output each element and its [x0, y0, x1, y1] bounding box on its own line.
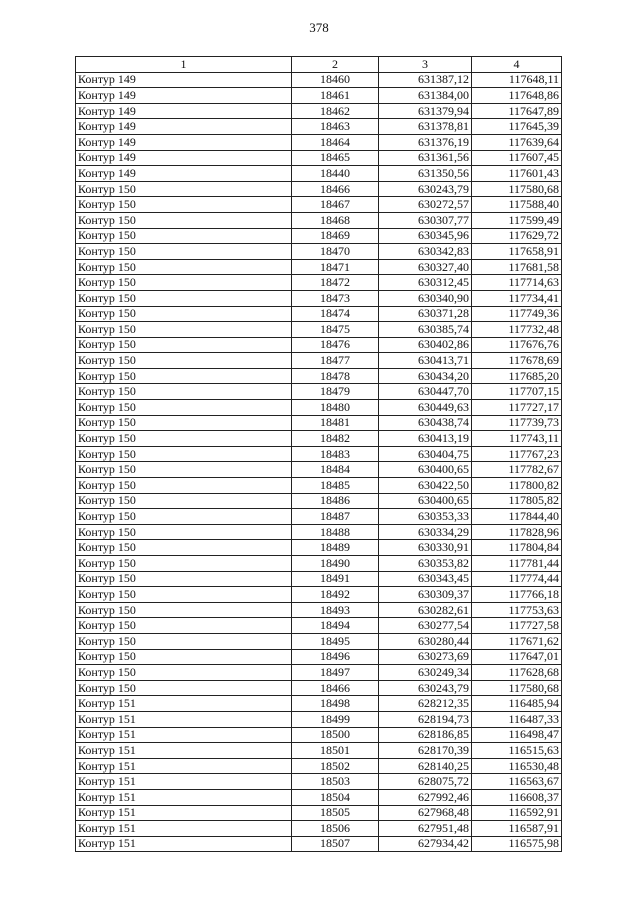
table-row [76, 680, 562, 696]
x-coordinate-cell: 628170,39 [379, 743, 472, 759]
y-coordinate-cell: 117781,44 [472, 556, 562, 572]
x-coordinate-cell: 627968,48 [379, 805, 472, 821]
contour-name-cell: Контур 150 [76, 259, 292, 275]
point-number-cell: 18472 [292, 275, 379, 291]
contour-name-cell: Контур 150 [76, 400, 292, 416]
contour-name-cell: Контур 149 [76, 72, 292, 88]
x-coordinate-cell: 630272,57 [379, 197, 472, 213]
point-number-cell: 18440 [292, 166, 379, 182]
x-coordinate-cell: 631376,19 [379, 134, 472, 150]
page-number: 378 [309, 20, 329, 35]
table-row [76, 150, 562, 166]
y-coordinate-cell: 117714,63 [472, 275, 562, 291]
y-coordinate-cell: 117681,58 [472, 259, 562, 275]
point-number-cell: 18485 [292, 478, 379, 494]
y-coordinate-cell: 116498,47 [472, 727, 562, 743]
contour-name-cell: Контур 151 [76, 758, 292, 774]
contour-name-cell: Контур 150 [76, 571, 292, 587]
y-coordinate-cell: 117685,20 [472, 368, 562, 384]
x-coordinate-cell: 630449,63 [379, 400, 472, 416]
x-coordinate-cell: 630273,69 [379, 649, 472, 665]
table-header [76, 57, 562, 73]
contour-name-cell: Контур 151 [76, 696, 292, 712]
point-number-cell: 18492 [292, 587, 379, 603]
table-row [76, 789, 562, 805]
table-row [76, 72, 562, 88]
table-row [76, 649, 562, 665]
contour-name-cell: Контур 150 [76, 633, 292, 649]
y-coordinate-cell: 116563,67 [472, 774, 562, 790]
contour-name-cell: Контур 150 [76, 493, 292, 509]
column-header-4: 4 [472, 57, 562, 73]
contour-name-cell: Контур 150 [76, 587, 292, 603]
y-coordinate-cell: 117782,67 [472, 462, 562, 478]
table-row [76, 727, 562, 743]
table-row [76, 259, 562, 275]
y-coordinate-cell: 116487,33 [472, 711, 562, 727]
y-coordinate-cell: 117734,41 [472, 290, 562, 306]
table-row [76, 446, 562, 462]
column-header-3: 3 [379, 57, 472, 73]
y-coordinate-cell: 117648,11 [472, 72, 562, 88]
x-coordinate-cell: 630334,29 [379, 524, 472, 540]
table-row [76, 384, 562, 400]
table-row [76, 571, 562, 587]
table-row [76, 556, 562, 572]
x-coordinate-cell: 628140,25 [379, 758, 472, 774]
point-number-cell: 18466 [292, 680, 379, 696]
x-coordinate-cell: 630327,40 [379, 259, 472, 275]
point-number-cell: 18506 [292, 821, 379, 837]
contour-name-cell: Контур 149 [76, 166, 292, 182]
contour-name-cell: Контур 151 [76, 836, 292, 852]
y-coordinate-cell: 117601,43 [472, 166, 562, 182]
x-coordinate-cell: 630309,37 [379, 587, 472, 603]
point-number-cell: 18500 [292, 727, 379, 743]
x-coordinate-cell: 630413,71 [379, 353, 472, 369]
y-coordinate-cell: 117648,86 [472, 88, 562, 104]
x-coordinate-cell: 630280,44 [379, 633, 472, 649]
y-coordinate-cell: 117732,48 [472, 322, 562, 338]
contour-name-cell: Контур 150 [76, 275, 292, 291]
coordinates-table [75, 56, 562, 852]
x-coordinate-cell: 630343,45 [379, 571, 472, 587]
table-row [76, 244, 562, 260]
y-coordinate-cell: 117800,82 [472, 478, 562, 494]
point-number-cell: 18487 [292, 509, 379, 525]
contour-name-cell: Контур 150 [76, 618, 292, 634]
y-coordinate-cell: 117844,40 [472, 509, 562, 525]
point-number-cell: 18471 [292, 259, 379, 275]
contour-name-cell: Контур 150 [76, 415, 292, 431]
point-number-cell: 18476 [292, 337, 379, 353]
x-coordinate-cell: 630345,96 [379, 228, 472, 244]
table-row [76, 228, 562, 244]
y-coordinate-cell: 117804,84 [472, 540, 562, 556]
table-row [76, 509, 562, 525]
x-coordinate-cell: 630413,19 [379, 431, 472, 447]
y-coordinate-cell: 117678,69 [472, 353, 562, 369]
y-coordinate-cell: 117580,68 [472, 680, 562, 696]
x-coordinate-cell: 630353,82 [379, 556, 472, 572]
point-number-cell: 18462 [292, 103, 379, 119]
x-coordinate-cell: 627951,48 [379, 821, 472, 837]
y-coordinate-cell: 117828,96 [472, 524, 562, 540]
point-number-cell: 18461 [292, 88, 379, 104]
x-coordinate-cell: 630402,86 [379, 337, 472, 353]
y-coordinate-cell: 117707,15 [472, 384, 562, 400]
y-coordinate-cell: 117607,45 [472, 150, 562, 166]
contour-name-cell: Контур 149 [76, 103, 292, 119]
point-number-cell: 18470 [292, 244, 379, 260]
x-coordinate-cell: 630342,83 [379, 244, 472, 260]
point-number-cell: 18491 [292, 571, 379, 587]
contour-name-cell: Контур 150 [76, 290, 292, 306]
contour-name-cell: Контур 150 [76, 478, 292, 494]
point-number-cell: 18482 [292, 431, 379, 447]
table-row [76, 103, 562, 119]
contour-name-cell: Контур 150 [76, 322, 292, 338]
table-row [76, 836, 562, 852]
table-row [76, 478, 562, 494]
y-coordinate-cell: 117647,01 [472, 649, 562, 665]
y-coordinate-cell: 116608,37 [472, 789, 562, 805]
table-row [76, 633, 562, 649]
table-row [76, 618, 562, 634]
contour-name-cell: Контур 149 [76, 134, 292, 150]
table-row [76, 88, 562, 104]
x-coordinate-cell: 630353,33 [379, 509, 472, 525]
point-number-cell: 18468 [292, 212, 379, 228]
table-row [76, 540, 562, 556]
table-row [76, 322, 562, 338]
point-number-cell: 18494 [292, 618, 379, 634]
table-row [76, 774, 562, 790]
contour-name-cell: Контур 149 [76, 119, 292, 135]
x-coordinate-cell: 627934,42 [379, 836, 472, 852]
contour-name-cell: Контур 150 [76, 384, 292, 400]
x-coordinate-cell: 630422,50 [379, 478, 472, 494]
contour-name-cell: Контур 150 [76, 228, 292, 244]
x-coordinate-cell: 630277,54 [379, 618, 472, 634]
point-number-cell: 18501 [292, 743, 379, 759]
y-coordinate-cell: 117753,63 [472, 602, 562, 618]
y-coordinate-cell: 117767,23 [472, 446, 562, 462]
column-header-1: 1 [76, 57, 292, 73]
y-coordinate-cell: 117774,44 [472, 571, 562, 587]
table-row [76, 493, 562, 509]
point-number-cell: 18479 [292, 384, 379, 400]
table-row [76, 821, 562, 837]
table-row [76, 275, 562, 291]
x-coordinate-cell: 630400,65 [379, 493, 472, 509]
table-row [76, 665, 562, 681]
contour-name-cell: Контур 150 [76, 462, 292, 478]
contour-name-cell: Контур 150 [76, 353, 292, 369]
contour-name-cell: Контур 150 [76, 431, 292, 447]
point-number-cell: 18498 [292, 696, 379, 712]
point-number-cell: 18465 [292, 150, 379, 166]
point-number-cell: 18475 [292, 322, 379, 338]
x-coordinate-cell: 630330,91 [379, 540, 472, 556]
contour-name-cell: Контур 151 [76, 774, 292, 790]
point-number-cell: 18489 [292, 540, 379, 556]
point-number-cell: 18483 [292, 446, 379, 462]
contour-name-cell: Контур 150 [76, 540, 292, 556]
point-number-cell: 18490 [292, 556, 379, 572]
table-row [76, 353, 562, 369]
y-coordinate-cell: 117676,76 [472, 337, 562, 353]
y-coordinate-cell: 117629,72 [472, 228, 562, 244]
contour-name-cell: Контур 150 [76, 602, 292, 618]
y-coordinate-cell: 117647,89 [472, 103, 562, 119]
x-coordinate-cell: 631387,12 [379, 72, 472, 88]
y-coordinate-cell: 117766,18 [472, 587, 562, 603]
point-number-cell: 18464 [292, 134, 379, 150]
point-number-cell: 18473 [292, 290, 379, 306]
contour-name-cell: Контур 149 [76, 150, 292, 166]
contour-name-cell: Контур 150 [76, 524, 292, 540]
y-coordinate-cell: 117599,49 [472, 212, 562, 228]
x-coordinate-cell: 630340,90 [379, 290, 472, 306]
y-coordinate-cell: 117645,39 [472, 119, 562, 135]
table-row [76, 415, 562, 431]
x-coordinate-cell: 630385,74 [379, 322, 472, 338]
table-row [76, 197, 562, 213]
point-number-cell: 18504 [292, 789, 379, 805]
point-number-cell: 18466 [292, 181, 379, 197]
table-row [76, 431, 562, 447]
y-coordinate-cell: 117658,91 [472, 244, 562, 260]
x-coordinate-cell: 628075,72 [379, 774, 472, 790]
point-number-cell: 18460 [292, 72, 379, 88]
contour-name-cell: Контур 150 [76, 368, 292, 384]
x-coordinate-cell: 630447,70 [379, 384, 472, 400]
contour-name-cell: Контур 151 [76, 805, 292, 821]
x-coordinate-cell: 631379,94 [379, 103, 472, 119]
y-coordinate-cell: 116592,91 [472, 805, 562, 821]
contour-name-cell: Контур 151 [76, 743, 292, 759]
contour-name-cell: Контур 150 [76, 197, 292, 213]
x-coordinate-cell: 630243,79 [379, 181, 472, 197]
point-number-cell: 18495 [292, 633, 379, 649]
y-coordinate-cell: 117628,68 [472, 665, 562, 681]
point-number-cell: 18497 [292, 665, 379, 681]
y-coordinate-cell: 116485,94 [472, 696, 562, 712]
contour-name-cell: Контур 151 [76, 711, 292, 727]
y-coordinate-cell: 117805,82 [472, 493, 562, 509]
x-coordinate-cell: 630434,20 [379, 368, 472, 384]
contour-name-cell: Контур 150 [76, 244, 292, 260]
x-coordinate-cell: 631378,81 [379, 119, 472, 135]
contour-name-cell: Контур 150 [76, 306, 292, 322]
y-coordinate-cell: 117727,17 [472, 400, 562, 416]
point-number-cell: 18481 [292, 415, 379, 431]
point-number-cell: 18463 [292, 119, 379, 135]
y-coordinate-cell: 117739,73 [472, 415, 562, 431]
x-coordinate-cell: 631361,56 [379, 150, 472, 166]
column-header-2: 2 [292, 57, 379, 73]
point-number-cell: 18478 [292, 368, 379, 384]
point-number-cell: 18488 [292, 524, 379, 540]
point-number-cell: 18496 [292, 649, 379, 665]
table-row [76, 119, 562, 135]
contour-name-cell: Контур 150 [76, 680, 292, 696]
x-coordinate-cell: 630312,45 [379, 275, 472, 291]
contour-name-cell: Контур 149 [76, 88, 292, 104]
point-number-cell: 18505 [292, 805, 379, 821]
point-number-cell: 18493 [292, 602, 379, 618]
y-coordinate-cell: 116575,98 [472, 836, 562, 852]
y-coordinate-cell: 117588,40 [472, 197, 562, 213]
y-coordinate-cell: 117580,68 [472, 181, 562, 197]
table-row [76, 602, 562, 618]
y-coordinate-cell: 117749,36 [472, 306, 562, 322]
x-coordinate-cell: 630404,75 [379, 446, 472, 462]
table-row [76, 306, 562, 322]
table-row [76, 524, 562, 540]
x-coordinate-cell: 630438,74 [379, 415, 472, 431]
y-coordinate-cell: 117727,58 [472, 618, 562, 634]
table-body [76, 72, 562, 852]
x-coordinate-cell: 630307,77 [379, 212, 472, 228]
y-coordinate-cell: 117671,62 [472, 633, 562, 649]
contour-name-cell: Контур 151 [76, 821, 292, 837]
table-row [76, 743, 562, 759]
table-row [76, 587, 562, 603]
table-row [76, 134, 562, 150]
table-row [76, 368, 562, 384]
x-coordinate-cell: 630249,34 [379, 665, 472, 681]
x-coordinate-cell: 630243,79 [379, 680, 472, 696]
point-number-cell: 18469 [292, 228, 379, 244]
point-number-cell: 18502 [292, 758, 379, 774]
y-coordinate-cell: 117639,64 [472, 134, 562, 150]
point-number-cell: 18477 [292, 353, 379, 369]
x-coordinate-cell: 631384,00 [379, 88, 472, 104]
y-coordinate-cell: 116530,48 [472, 758, 562, 774]
table-row [76, 337, 562, 353]
contour-name-cell: Контур 150 [76, 556, 292, 572]
contour-name-cell: Контур 150 [76, 665, 292, 681]
contour-name-cell: Контур 150 [76, 212, 292, 228]
table-row [76, 181, 562, 197]
table-row [76, 696, 562, 712]
x-coordinate-cell: 630371,28 [379, 306, 472, 322]
point-number-cell: 18503 [292, 774, 379, 790]
point-number-cell: 18467 [292, 197, 379, 213]
x-coordinate-cell: 628212,35 [379, 696, 472, 712]
contour-name-cell: Контур 150 [76, 509, 292, 525]
point-number-cell: 18486 [292, 493, 379, 509]
table-row [76, 805, 562, 821]
table-row [76, 758, 562, 774]
contour-name-cell: Контур 150 [76, 649, 292, 665]
contour-name-cell: Контур 151 [76, 727, 292, 743]
table-row [76, 166, 562, 182]
x-coordinate-cell: 628186,85 [379, 727, 472, 743]
x-coordinate-cell: 630400,65 [379, 462, 472, 478]
point-number-cell: 18499 [292, 711, 379, 727]
point-number-cell: 18480 [292, 400, 379, 416]
x-coordinate-cell: 631350,56 [379, 166, 472, 182]
contour-name-cell: Контур 150 [76, 446, 292, 462]
point-number-cell: 18474 [292, 306, 379, 322]
contour-name-cell: Контур 150 [76, 181, 292, 197]
x-coordinate-cell: 627992,46 [379, 789, 472, 805]
point-number-cell: 18484 [292, 462, 379, 478]
table-row [76, 711, 562, 727]
contour-name-cell: Контур 150 [76, 337, 292, 353]
header-row [76, 57, 562, 73]
y-coordinate-cell: 116515,63 [472, 743, 562, 759]
x-coordinate-cell: 628194,73 [379, 711, 472, 727]
contour-name-cell: Контур 151 [76, 789, 292, 805]
table-row [76, 212, 562, 228]
table-row [76, 462, 562, 478]
table-row [76, 290, 562, 306]
y-coordinate-cell: 117743,11 [472, 431, 562, 447]
point-number-cell: 18507 [292, 836, 379, 852]
x-coordinate-cell: 630282,61 [379, 602, 472, 618]
table-row [76, 400, 562, 416]
y-coordinate-cell: 116587,91 [472, 821, 562, 837]
